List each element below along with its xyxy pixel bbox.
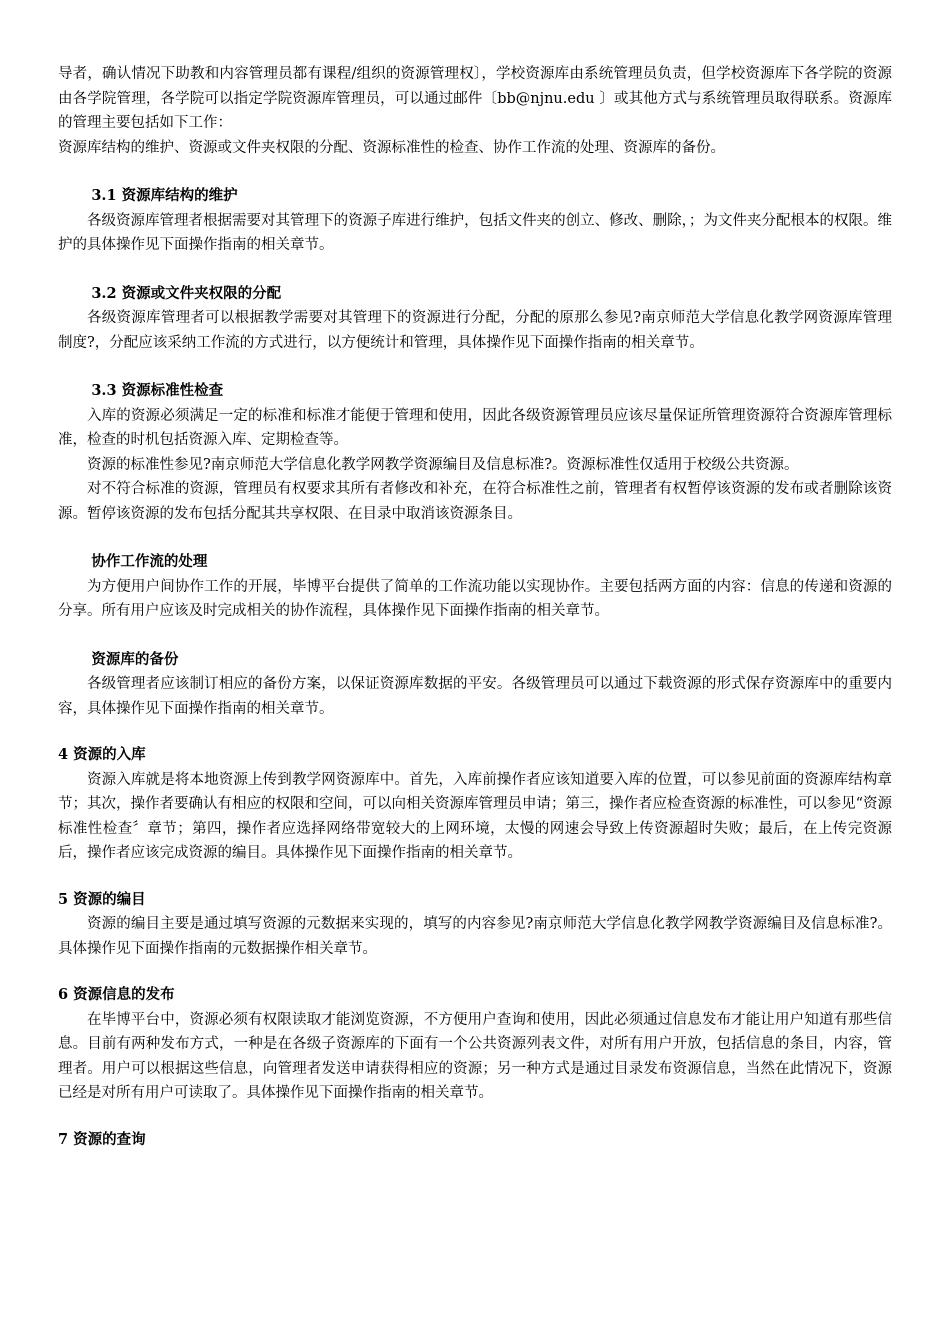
- section-3-3-paragraph-2: 资源的标准性参见?南京师范大学信息化教学网教学资源编目及信息标准?。资源标准性仅适用于校级公共资源。: [87, 456, 799, 473]
- section-5-heading: 5 资源的编目: [58, 890, 146, 908]
- section-3-2-heading: 3.2 资源或文件夹权限的分配: [91, 284, 282, 302]
- section-4-paragraph: 资源入库就是将本地资源上传到教学网资源库中。首先，入库前操作者应该知道要入库的位置，可以参见前面的资源库结构章节；其次，操作者要确认有相应的权限和空间，可以向相关资源库管理员申请；第三，操作者应检查资源的标准性，可以参见“资源标准性检查〞章节；第四，操作者应选择网络带宽较大的上网环境，太慢的网速会导致上传资源超时失败；最后，在上传完资源后，操作者应该完成资源的编目。具体操作见下面操作指南的相关章节。: [58, 771, 892, 861]
- intro-summary: 资源库结构的维护、资源或文件夹权限的分配、资源标准性的检查、协作工作流的处理、资源库的备份。: [58, 139, 725, 156]
- section-6-paragraph: 在毕博平台中，资源必须有权限读取才能浏览资源，不方便用户查询和使用，因此必须通过信息发布才能让用户知道有那些信息。目前有两种发布方式，一种是在各级子资源库的下面有一个公共资源列表文件，对所有用户开放，包括信息的条目，内容，管理者。用户可以根据这些信息，向管理者发送申请获得相应的资源；另一种方式是通过目录发布资源信息，当然在此情况下，资源已经是对所有用户可读取了。具体操作见下面操作指南的相关章节。: [58, 1011, 892, 1101]
- section-workflow-paragraph: 为方便用户间协作工作的开展，毕博平台提供了简单的工作流功能以实现协作。主要包括两方面的内容：信息的传递和资源的分享。所有用户应该及时完成相关的协作流程，具体操作见下面操作指南的相关章节。: [58, 578, 892, 619]
- section-3-3-paragraph-1: 入库的资源必须满足一定的标准和标准才能便于管理和使用，因此各级资源管理员应该尽量保证所管理资源符合资源库管理标准，检查的时机包括资源入库、定期检查等。: [58, 407, 892, 448]
- intro-paragraph: 导者，确认情况下助教和内容管理员都有课程/组织的资源管理权〕，学校资源库由系统管理员负责，但学校资源库下各学院的资源由各学院管理，各学院可以指定学院资源库管理员，可以通过邮件〔bb@njnu.edu 〕或其他方式与系统管理员取得联系。资源库的管理主要包括如下工作：: [58, 66, 892, 131]
- section-3-3-paragraph-3: 对不符合标准的资源，管理员有权要求其所有者修改和补充，在符合标准性之前，管理者有权暂停该资源的发布或者删除该资源。暂停该资源的发布包括分配其共享权限、在目录中取消该资源条目。: [58, 481, 892, 522]
- section-3-2-paragraph: 各级资源库管理者可以根据教学需要对其管理下的资源进行分配，分配的原那么参见?南京师范大学信息化教学网资源库管理制度?，分配应该采纳工作流的方式进行，以方便统计和管理，具体操作见下面操作指南的相关章节。: [58, 310, 892, 351]
- section-backup-paragraph: 各级管理者应该制订相应的备份方案，以保证资源库数据的平安。各级管理员可以通过下载资源的形式保存资源库中的重要内容，具体操作见下面操作指南的相关章节。: [58, 676, 892, 717]
- section-3-1-paragraph: 各级资源库管理者根据需要对其管理下的资源子库进行维护，包括文件夹的创立、修改、删除，；为文件夹分配根本的权限。维护的具体操作见下面操作指南的相关章节。: [58, 212, 892, 253]
- section-4-heading: 4 资源的入库: [58, 746, 146, 763]
- section-6-heading: 6 资源信息的发布: [58, 986, 175, 1003]
- section-workflow-heading: 协作工作流的处理: [91, 553, 208, 570]
- section-7-heading: 7 资源的查询: [58, 1130, 146, 1148]
- section-5-paragraph: 资源的编目主要是通过填写资源的元数据来实现的，填写的内容参见?南京师范大学信息化教学网教学资源编目及信息标准?。具体操作见下面操作指南的元数据操作相关章节。: [58, 916, 892, 957]
- section-3-3-heading: 3.3 资源标准性检查: [91, 382, 224, 399]
- section-backup-heading: 资源库的备份: [91, 650, 179, 668]
- section-3-1-heading: 3.1 资源库结构的维护: [91, 187, 238, 204]
